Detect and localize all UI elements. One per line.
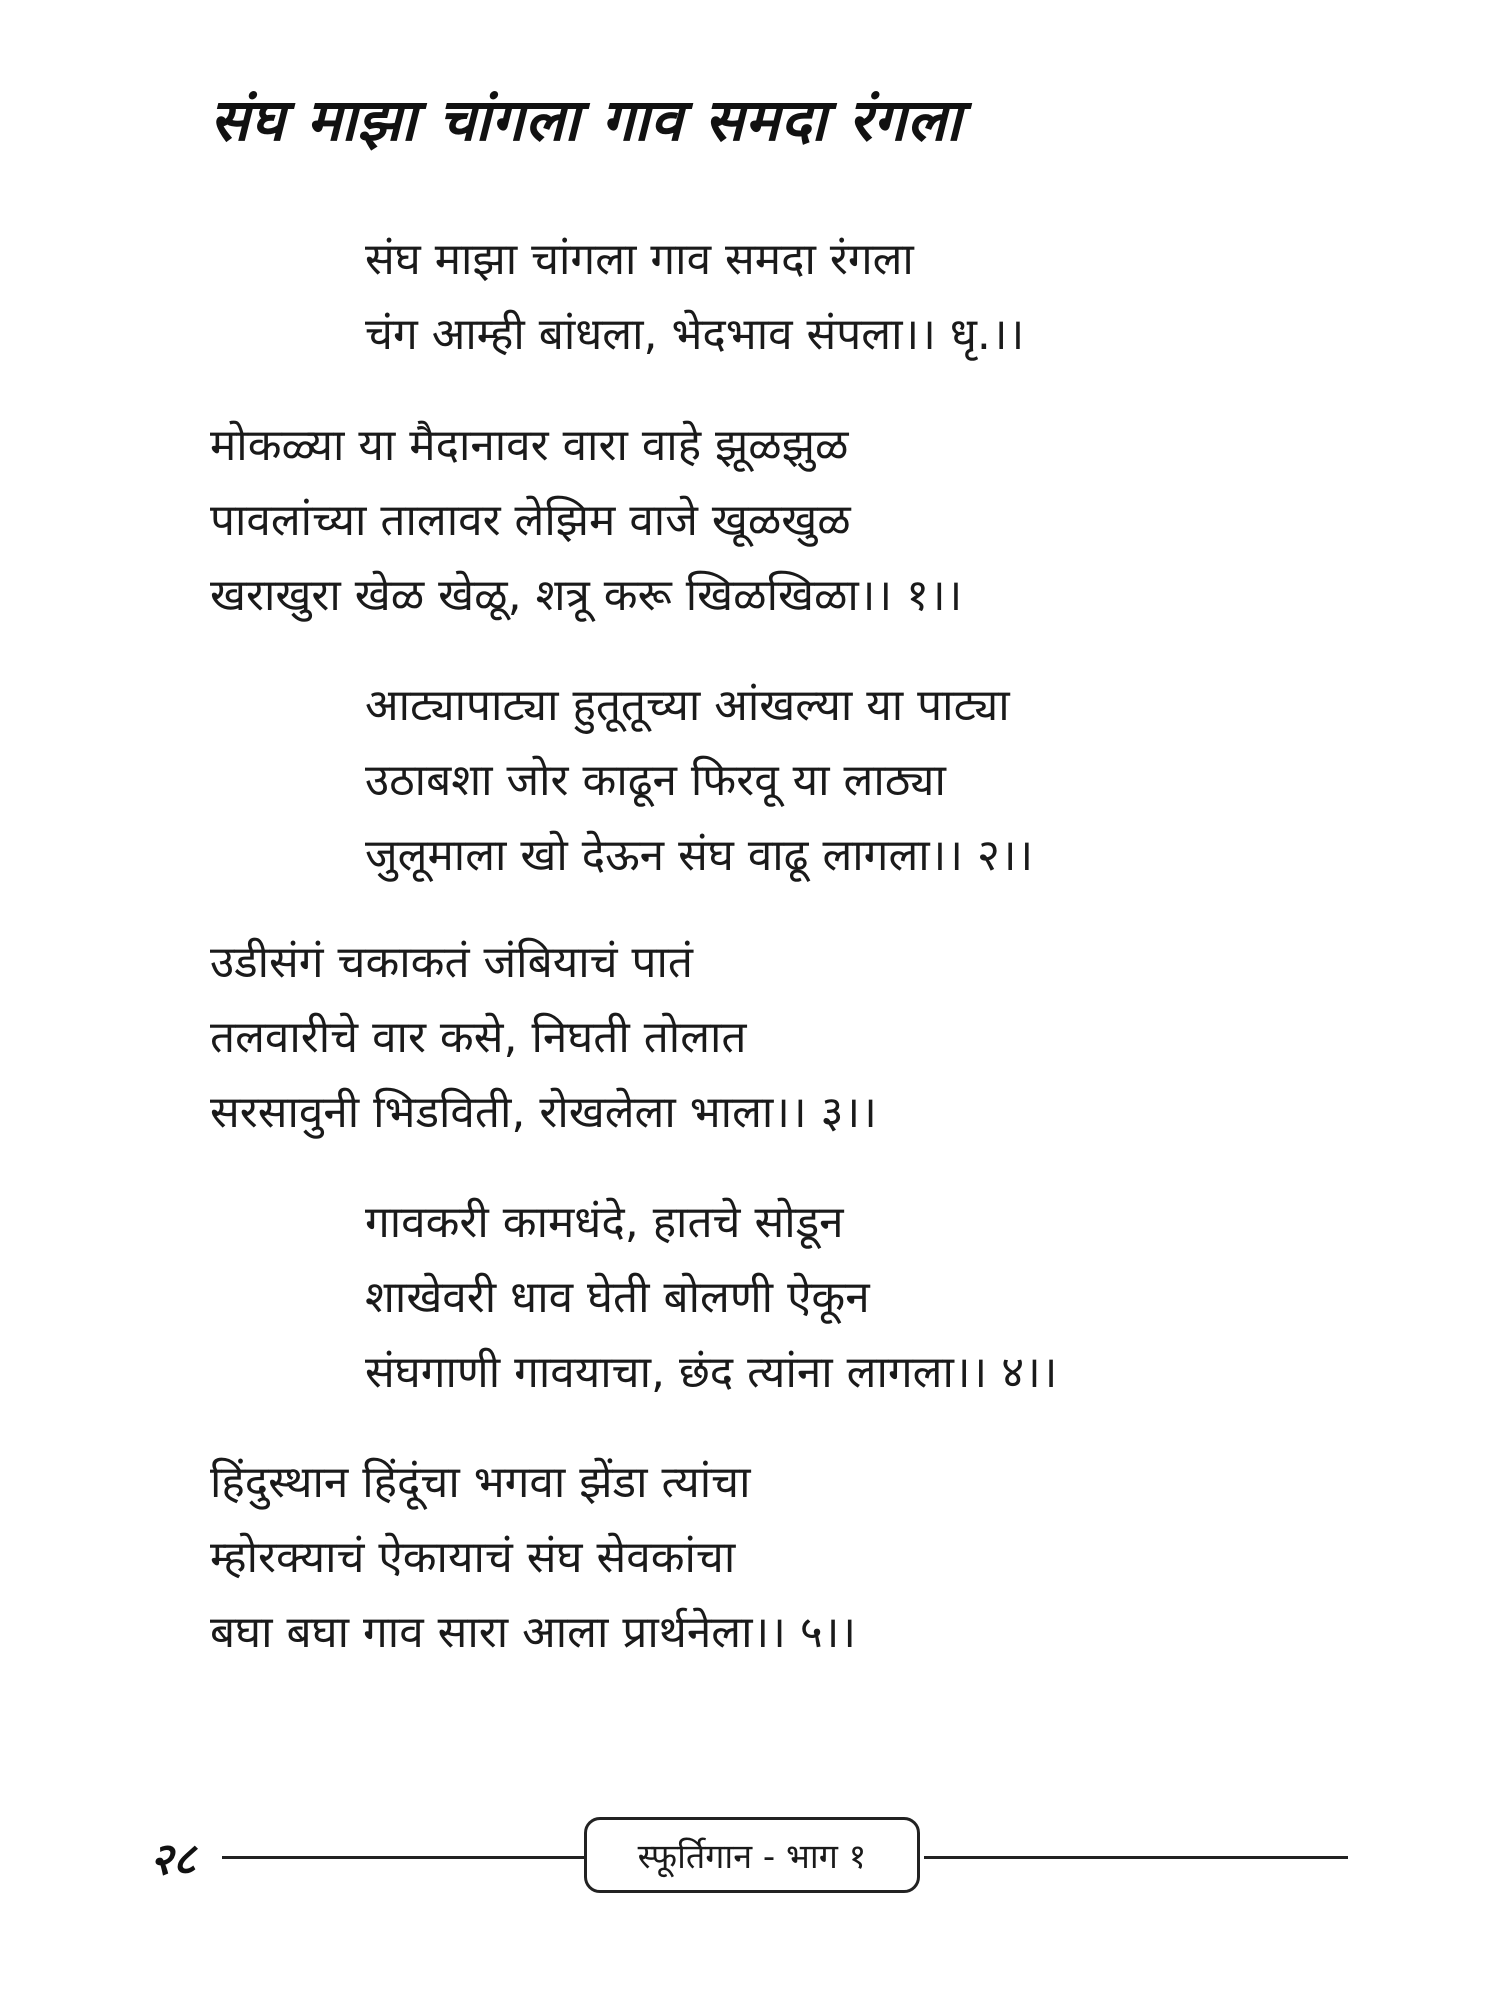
verse-line: पावलांच्या तालावर लेझिम वाजे खूळखुळ: [210, 495, 851, 546]
book-title-box: [584, 1817, 920, 1893]
verse-line: उठाबशा जोर काढून फिरवू या लाठ्या: [365, 755, 946, 806]
stanza-4: [365, 1185, 1057, 1410]
verse-line: चंग आम्ही बांधला, भेदभाव संपला।। धृ.।।: [365, 309, 1025, 360]
book-title: स्फूर्तिगान - भाग १: [637, 1837, 867, 1877]
stanza-3: [210, 925, 877, 1150]
footer-rule-left: [222, 1856, 584, 1859]
verse-line: हिंदुस्थान हिंदूंचा भगवा झेंडा त्यांचा: [210, 1457, 751, 1508]
stanza-1: [210, 408, 962, 633]
verse-line: जुलूमाला खो देऊन संघ वाढू लागला।। २।।: [365, 830, 1034, 881]
stanza-5: [210, 1445, 856, 1670]
stanza-2: [365, 668, 1033, 893]
verse-line: शाखेवरी धाव घेती बोलणी ऐकून: [365, 1272, 870, 1323]
song-title: संघ माझा चांगला गाव समदा रंगला: [210, 86, 963, 154]
verse-line: संघ माझा चांगला गाव समदा रंगला: [365, 234, 914, 285]
verse-line: तलवारीचे वार कसे, निघती तोलात: [210, 1012, 747, 1063]
refrain-stanza: [365, 222, 1024, 372]
verse-line: गावकरी कामधंदे, हातचे सोडून: [365, 1197, 844, 1248]
footer-rule-right: [924, 1856, 1348, 1859]
verse-line: मोकळ्या या मैदानावर वारा वाहे झूळझुळ: [210, 420, 849, 471]
verse-line: म्होरक्याचं ऐकायाचं संघ सेवकांचा: [210, 1532, 736, 1583]
page-footer: [0, 1815, 1500, 1905]
verse-line: सरसावुनी भिडविती, रोखलेला भाला।। ३।।: [210, 1087, 877, 1138]
verse-line: संघगाणी गावयाचा, छंद त्यांना लागला।। ४।।: [365, 1347, 1058, 1398]
verse-line: बघा बघा गाव सारा आला प्रार्थनेला।। ५।।: [210, 1607, 857, 1658]
page-number: २८: [150, 1834, 196, 1885]
verse-line: खराखुरा खेळ खेळू, शत्रू करू खिळखिळा।। १।।: [210, 570, 963, 621]
verse-line: आट्यापाट्या हुतूतूच्या आंखल्या या पाट्या: [365, 680, 1010, 731]
verse-line: उडीसंगं चकाकतं जंबियाचं पातं: [210, 937, 694, 988]
